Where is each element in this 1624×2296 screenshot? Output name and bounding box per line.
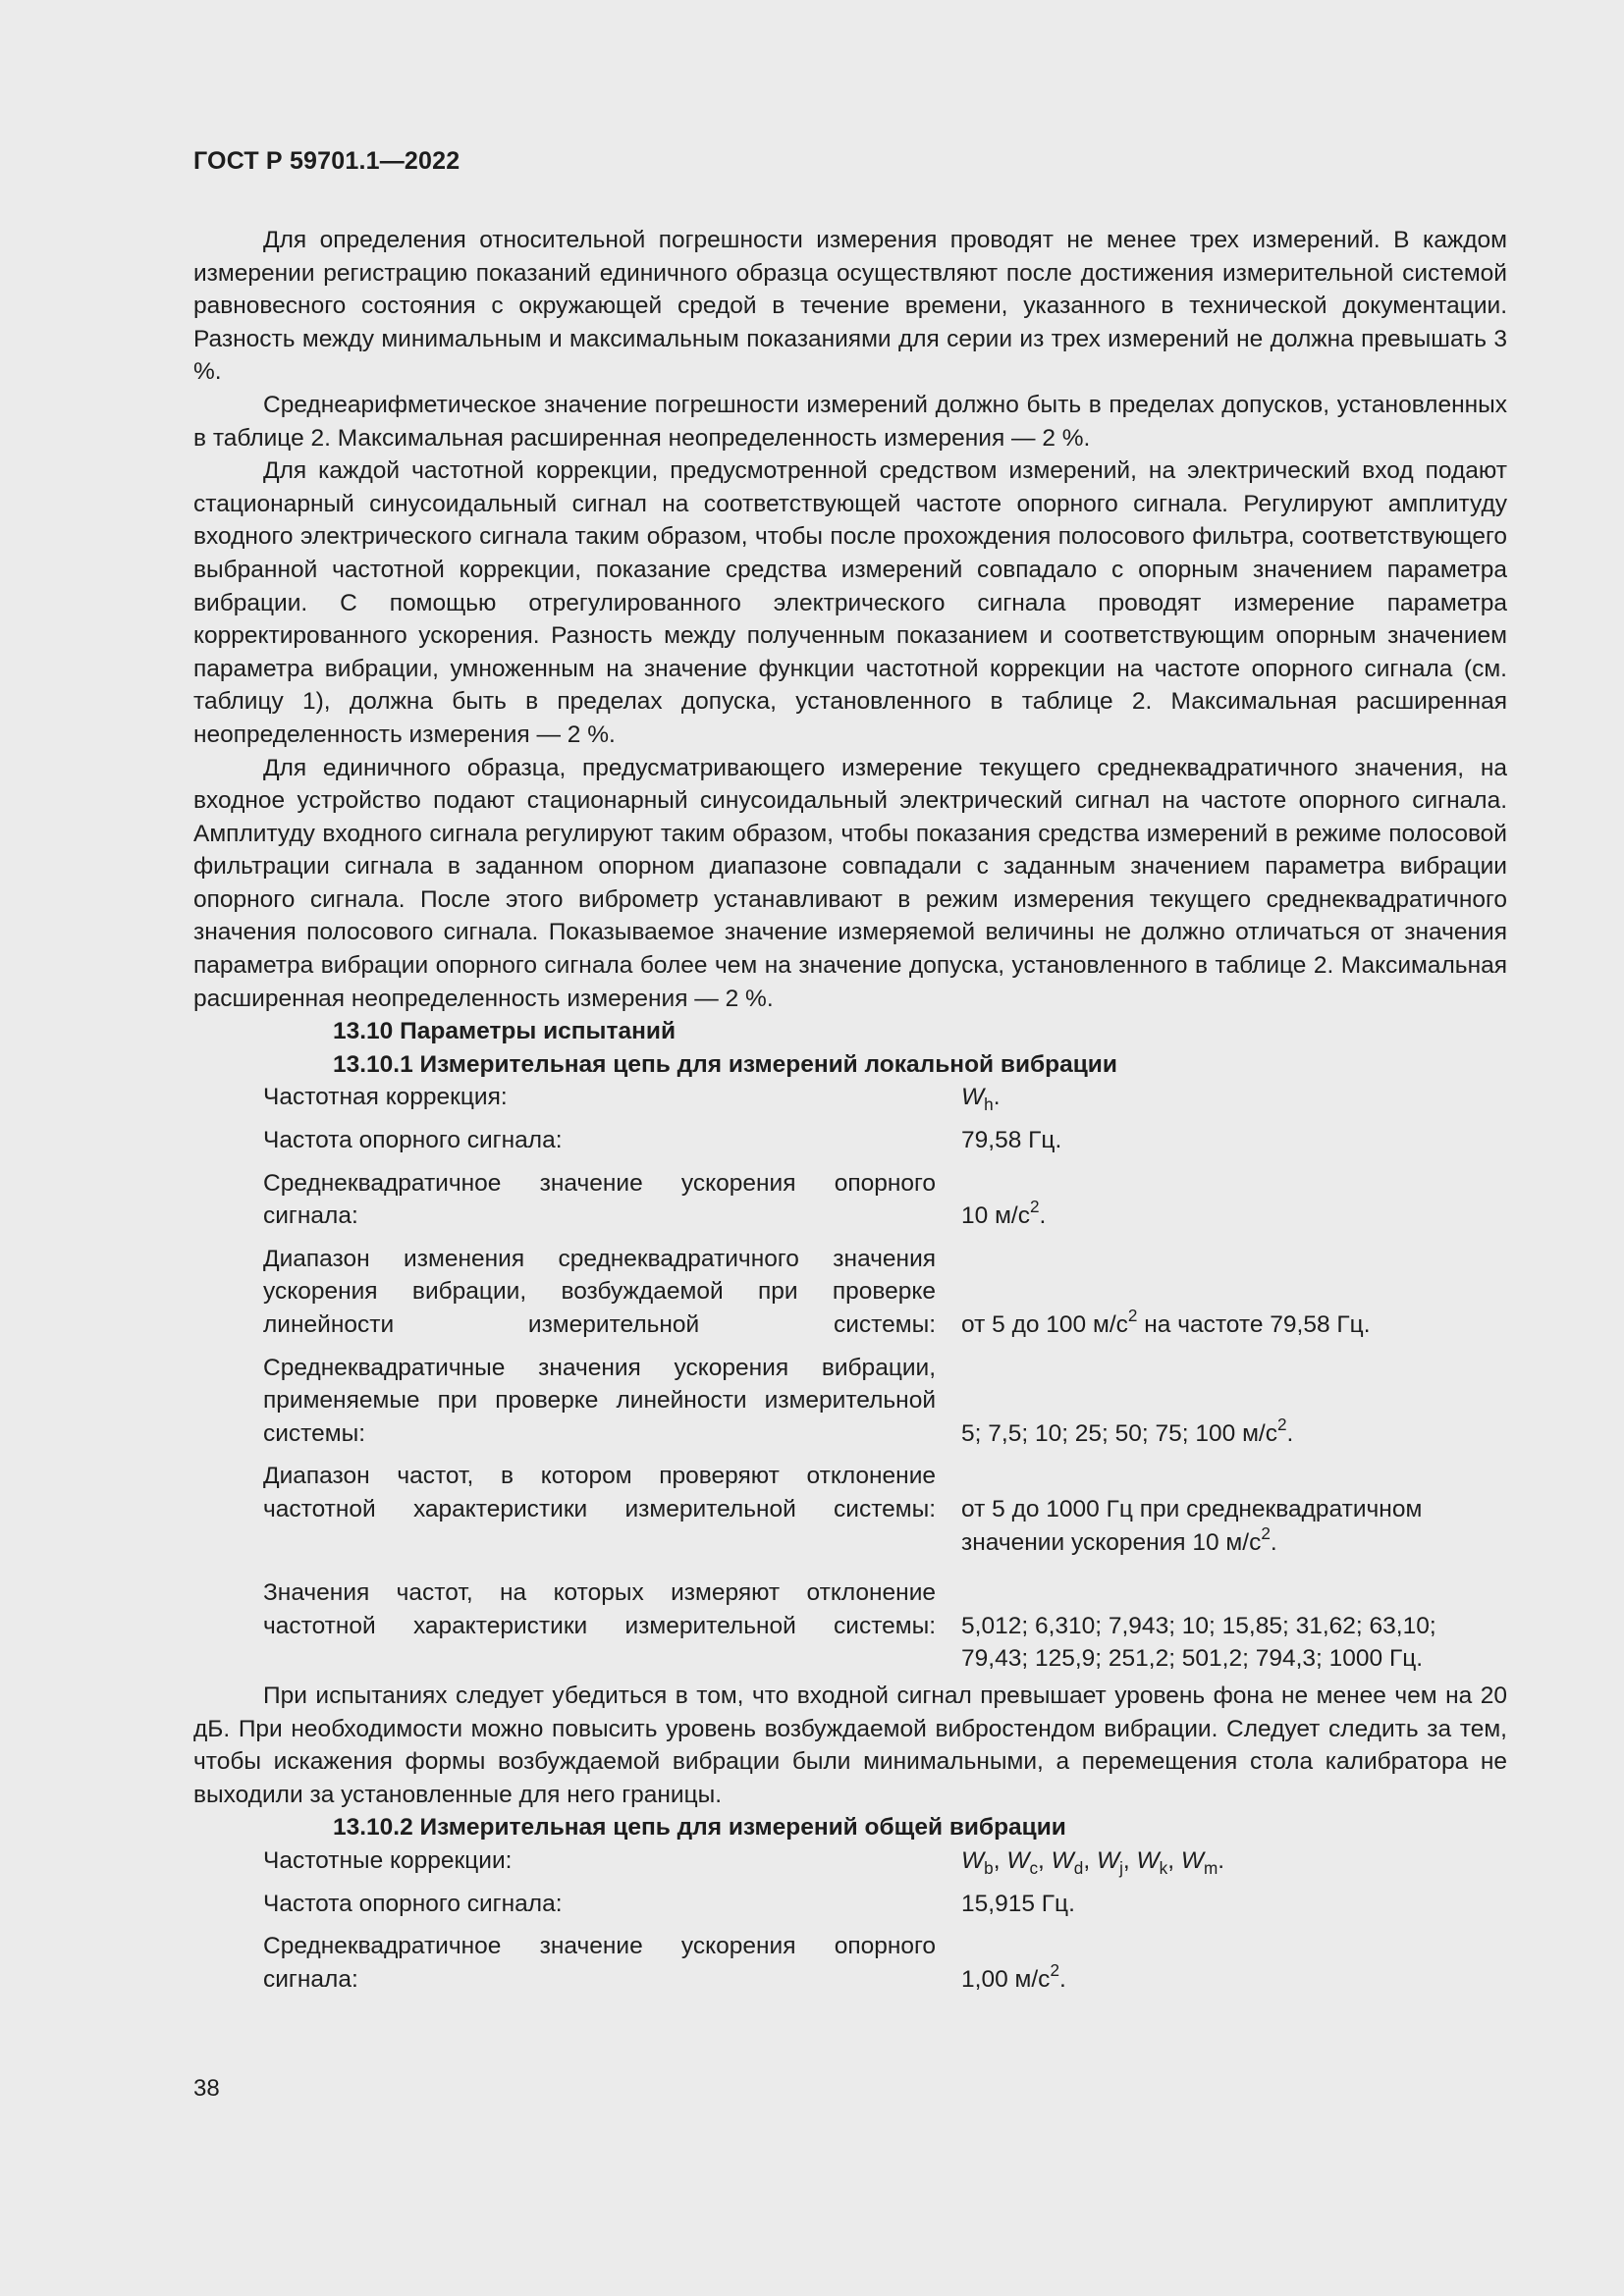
page-number: 38: [193, 2075, 220, 2102]
paragraph-rms-measurement: Для единичного образца, предусматривающего измерение текущего среднеквадратичного значения, на входное устройство подают стационарный синусоидальный электрический сигнал на частоте опорного сигнала. Амплитуду входного сигнала регулируют таким образом, чтобы показания средства измерений в режиме полосовой фильтрации сигнала в заданном опорном диапазоне совпадали с заданным значением параметра вибрации опорного сигнала. После этого виброметр устанавливают в режим измерения текущего среднеквадратичного значения полосового сигнала. Показываемое значение измеряемой величины не должно отличаться от значения параметра вибрации опорного сигнала более чем на значение допуска, установленного в таблице 2. Максимальная расширенная неопределенность измерения — 2 %.: [193, 754, 1507, 1012]
param-row-test-frequencies: [263, 1576, 1507, 1676]
document-body: [193, 224, 1507, 2005]
param-label: Среднеквадратичное значение ускорения опорного сигнала:: [263, 1933, 937, 1993]
weighting-subscript: k: [1159, 1857, 1168, 1878]
param-value: 1,00 $м/с^2$.: [961, 1959, 1066, 1993]
param-label: Частотная коррекция:: [263, 1084, 508, 1111]
param-value-weightings: $W_b$, $W_c$, $W_d$, $W_j$, $W_k$, $W_m$.: [961, 1846, 1225, 1878]
document-header-standard-number: ГОСТ Р 59701.1—2022: [193, 147, 460, 175]
param-row-linearity-range: [263, 1243, 1507, 1342]
whole-body-vibration-parameters: [263, 1844, 1507, 1996]
param-label: Частота опорного сигнала:: [263, 1890, 563, 1917]
param-value: $W_h$.: [961, 1084, 1001, 1115]
weighting-symbol: W: [1136, 1846, 1160, 1874]
weighting-symbol: W: [961, 1846, 985, 1874]
weighting-subscript: c: [1029, 1857, 1039, 1878]
paragraph-frequency-correction: Для каждой частотной коррекции, предусмотренной средством измерений, на электрический вход подают стационарный синусоидальный сигнал на соответствующей частоте опорного сигнала. Регулируют амплитуду входного электрического сигнала таким образом, чтобы после прохождения полосового фильтра, соответствующего выбранной частотной коррекции, показание средства измерений совпадало с опорным значением параметра вибрации. С помощью отрегулированного электрического сигнала проводят измерение параметра корректированного ускорения. Разность между полученным показанием и соответствующим опорным значением параметра вибрации, умноженным на значение функции частотной коррекции на частоте опорного сигнала (см. таблицу 1), должна быть в пределах допуска, установленного в таблице 2. Максимальная расширенная неопределенность измерения — 2 %.: [193, 457, 1507, 748]
local-vibration-parameters: [263, 1081, 1507, 1676]
param-label: Диапазон изменения среднеквадратичного значения ускорения вибрации, возбуждаемой при проверке линейности измерительной системы:: [263, 1245, 937, 1338]
weighting-symbol: W: [1180, 1846, 1204, 1874]
weighting-subscript: j: [1119, 1857, 1123, 1878]
param-label: Среднеквадратичное значение ускорения опорного сигнала:: [263, 1169, 937, 1230]
param-row-reference-frequency: [263, 1888, 1507, 1921]
param-label: Частота опорного сигнала:: [263, 1127, 563, 1154]
param-row-reference-acceleration: [263, 1167, 1507, 1233]
paragraph-test-conditions: При испытаниях следует убедиться в том, что входной сигнал превышает уровень фона не менее чем на 20 дБ. При необходимости можно повысить уровень возбуждаемой вибростендом вибрации. Следует следить за тем, чтобы искажения формы возбуждаемой вибрации были минимальными, а перемещения стола калибратора не выходили за установленные для него границы.: [193, 1682, 1507, 1808]
weighting-symbol: W: [1006, 1846, 1030, 1874]
param-value: 5; 7,5; 10; 25; 50; 75; 100 $м/с^2$.: [961, 1414, 1294, 1447]
param-value: 79,58 Гц.: [961, 1127, 1062, 1154]
weighting-subscript: m: [1203, 1857, 1218, 1878]
section-heading-13-10-2: 13.10.2 Измерительная цепь для измерений общей вибрации: [333, 1814, 1066, 1842]
section-heading-13-10-1: 13.10.1 Измерительная цепь для измерений локальной вибрации: [333, 1050, 1117, 1078]
weighting-symbol: W: [1051, 1846, 1074, 1874]
weighting-subscript: d: [1073, 1857, 1084, 1878]
param-value: 5,012; 6,310; 7,943; 10; 15,85; 31,62; 63,10; 79,43; 125,9; 251,2; 501,2; 794,3; 1000 Гц.: [961, 1612, 1436, 1673]
paragraph-mean-error: Среднеарифметическое значение погрешности измерений должно быть в пределах допусков, установленных в таблице 2. Максимальная расширенная неопределенность измерения — 2 %.: [193, 391, 1507, 452]
weighting-subscript: b: [984, 1857, 994, 1878]
param-value: 10 $м/с^2$.: [961, 1197, 1047, 1230]
param-label: Среднеквадратичные значения ускорения вибрации, применяемые при проверке линейности измерительной системы:: [263, 1354, 937, 1447]
param-label: Частотные коррекции:: [263, 1846, 513, 1874]
weighting-symbol: W: [1096, 1846, 1120, 1874]
section-heading-13-10: 13.10 Параметры испытаний: [333, 1018, 677, 1045]
param-label: Диапазон частот, в котором проверяют отклонение частотной характеристики измерительной системы:: [263, 1463, 937, 1522]
param-row-reference-acceleration: [263, 1930, 1507, 1996]
param-row-frequency-weightings: [263, 1844, 1507, 1878]
paragraph-relative-error: Для определения относительной погрешности измерения проводят не менее трех измерений. В каждом измерении регистрацию показаний единичного образца осуществляют после достижения измерительной системой равновесного состояния с окружающей средой в течение времени, указанного в технической документации. Разность между минимальным и максимальным показаниями для серии из трех измерений не должна превышать 3 %.: [193, 227, 1507, 386]
param-value: от 5 до 100 $м/с^2$ на частоте 79,58 Гц.: [961, 1305, 1371, 1338]
param-label: Значения частот, на которых измеряют отклонение частотной характеристики измерительной системы:: [263, 1579, 937, 1639]
param-row-reference-frequency: [263, 1124, 1507, 1157]
param-value: 15,915 Гц.: [961, 1890, 1075, 1917]
param-row-linearity-values: [263, 1352, 1507, 1451]
param-row-frequency-range: [263, 1460, 1507, 1559]
param-value: от 5 до 1000 Гц при среднеквадратичном значении ускорения 10 $м/с^2$.: [961, 1495, 1423, 1556]
param-row-frequency-weighting: [263, 1081, 1507, 1114]
